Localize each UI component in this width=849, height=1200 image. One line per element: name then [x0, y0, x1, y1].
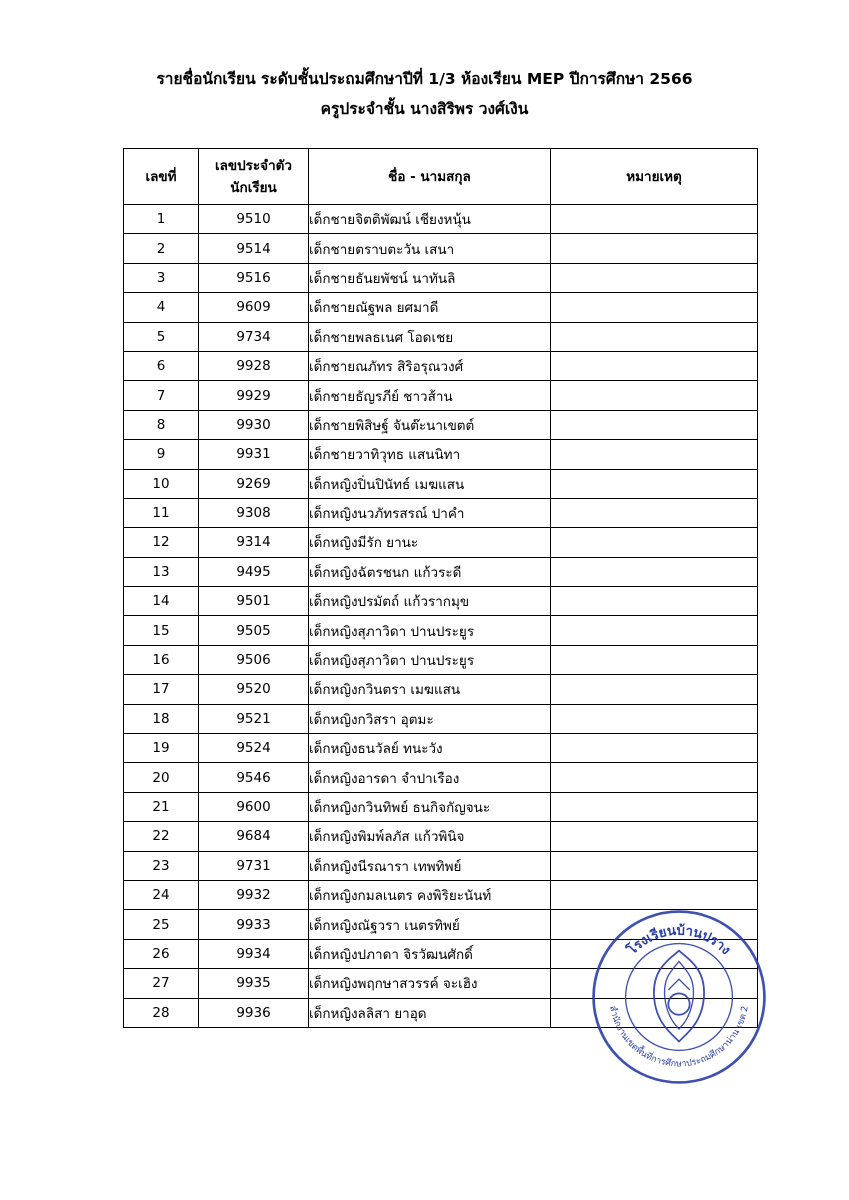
student-name: เด็กหญิงพิมพ์ลภัส แก้วพินิจ	[309, 822, 551, 851]
table-row	[124, 440, 758, 469]
row-number: 4	[124, 293, 199, 322]
student-name: เด็กหญิงณัฐวรา เนตรทิพย์	[309, 910, 551, 939]
row-number: 20	[124, 763, 199, 792]
student-name: เด็กหญิงนีรณารา เทพทิพย์	[309, 851, 551, 880]
table-row	[124, 587, 758, 616]
student-name: เด็กชายจิตติพัฒน์ เชียงหนุ้น	[309, 205, 551, 234]
row-number: 14	[124, 587, 199, 616]
student-name: เด็กชายณภัทร สิริอรุณวงศ์	[309, 351, 551, 380]
row-number: 1	[124, 205, 199, 234]
student-id: 9506	[199, 645, 309, 674]
remark-cell	[551, 293, 758, 322]
row-number: 22	[124, 822, 199, 851]
student-id: 9930	[199, 410, 309, 439]
student-table	[123, 148, 758, 1028]
student-name: เด็กหญิงกมลเนตร คงพิริยะนันท์	[309, 880, 551, 909]
table-row	[124, 351, 758, 380]
col-header-name: ชื่อ - นามสกุล	[309, 149, 551, 205]
row-number: 12	[124, 528, 199, 557]
student-name: เด็กหญิงปิ่นปินัทธ์ เมฆแสน	[309, 469, 551, 498]
col-header-student-id	[199, 149, 309, 205]
remark-cell	[551, 205, 758, 234]
row-number: 3	[124, 263, 199, 292]
row-number: 19	[124, 734, 199, 763]
student-name: เด็กชายพิสิษฐ์ จันต๊ะนาเขตต์	[309, 410, 551, 439]
stamp-bottom-text: สำนักงานเขตพื้นที่การศึกษาประถมศึกษาน่าน เขต 2	[607, 1005, 751, 1070]
table-row	[124, 322, 758, 351]
student-name: เด็กหญิงสุภาวิตา ปานประยูร	[309, 645, 551, 674]
remark-cell	[551, 763, 758, 792]
remark-cell	[551, 675, 758, 704]
student-id: 9524	[199, 734, 309, 763]
stamp-top-text: โรงเรียนบ้านปราง	[624, 923, 734, 959]
table-row	[124, 234, 758, 263]
remark-cell	[551, 822, 758, 851]
table-row	[124, 822, 758, 851]
remark-cell	[551, 557, 758, 586]
student-name: เด็กหญิงสุภาวิดา ปานประยูร	[309, 616, 551, 645]
table-body	[124, 205, 758, 1028]
table-header-row	[124, 149, 758, 205]
student-id: 9731	[199, 851, 309, 880]
student-name: เด็กหญิงพฤกษาสวรรค์ จะเฮิง	[309, 969, 551, 998]
table-row	[124, 381, 758, 410]
student-name: เด็กหญิงปภาดา จิรวัฒนศักดิ์	[309, 939, 551, 968]
student-name: เด็กหญิงฉัตรชนก แก้วระดี	[309, 557, 551, 586]
student-id: 9931	[199, 440, 309, 469]
student-id: 9932	[199, 880, 309, 909]
student-id: 9546	[199, 763, 309, 792]
row-number: 21	[124, 792, 199, 821]
table-row	[124, 616, 758, 645]
student-id: 9934	[199, 939, 309, 968]
student-name: เด็กหญิงมีรัก ยานะ	[309, 528, 551, 557]
svg-text:โรงเรียนบ้านปราง	[623, 923, 733, 959]
student-name: เด็กชายธันยพัชน์ นาทันลิ	[309, 263, 551, 292]
student-id: 9929	[199, 381, 309, 410]
student-id: 9734	[199, 322, 309, 351]
table-row	[124, 263, 758, 292]
remark-cell	[551, 616, 758, 645]
row-number: 10	[124, 469, 199, 498]
row-number: 9	[124, 440, 199, 469]
remark-cell	[551, 469, 758, 498]
row-number: 11	[124, 498, 199, 527]
table-row	[124, 704, 758, 733]
student-id: 9269	[199, 469, 309, 498]
student-name: เด็กหญิงธนวัลย์ ทนะวัง	[309, 734, 551, 763]
student-id: 9505	[199, 616, 309, 645]
table-row	[124, 675, 758, 704]
student-id: 9684	[199, 822, 309, 851]
student-name: เด็กชายพลธเนศ โอดเชย	[309, 322, 551, 351]
student-id: 9520	[199, 675, 309, 704]
remark-cell	[551, 880, 758, 909]
row-number: 5	[124, 322, 199, 351]
table-row	[124, 498, 758, 527]
student-id: 9936	[199, 998, 309, 1027]
row-number: 16	[124, 645, 199, 674]
row-number: 27	[124, 969, 199, 998]
student-id: 9935	[199, 969, 309, 998]
row-number: 23	[124, 851, 199, 880]
table-row	[124, 557, 758, 586]
remark-cell	[551, 440, 758, 469]
student-id: 9928	[199, 351, 309, 380]
remark-cell	[551, 851, 758, 880]
remark-cell	[551, 322, 758, 351]
remark-cell	[551, 645, 758, 674]
student-id: 9514	[199, 234, 309, 263]
table-row	[124, 205, 758, 234]
table-row	[124, 763, 758, 792]
row-number: 28	[124, 998, 199, 1027]
student-id: 9933	[199, 910, 309, 939]
student-name: เด็กชายตราบตะวัน เสนา	[309, 234, 551, 263]
student-name: เด็กหญิงกวินทิพย์ ธนกิจกัญจนะ	[309, 792, 551, 821]
student-name: เด็กหญิงปรมัตถ์ แก้วรากมุข	[309, 587, 551, 616]
student-id: 9510	[199, 205, 309, 234]
student-name: เด็กหญิงอารดา จำปาเรือง	[309, 763, 551, 792]
table-row	[124, 528, 758, 557]
student-id: 9314	[199, 528, 309, 557]
remark-cell	[551, 263, 758, 292]
remark-cell	[551, 498, 758, 527]
student-id: 9600	[199, 792, 309, 821]
table-row	[124, 734, 758, 763]
row-number: 24	[124, 880, 199, 909]
row-number: 6	[124, 351, 199, 380]
row-number: 18	[124, 704, 199, 733]
table-row	[124, 792, 758, 821]
row-number: 7	[124, 381, 199, 410]
table-row	[124, 880, 758, 909]
student-id: 9609	[199, 293, 309, 322]
col-header-number: เลขที่	[124, 149, 199, 205]
row-number: 15	[124, 616, 199, 645]
row-number: 2	[124, 234, 199, 263]
remark-cell	[551, 587, 758, 616]
remark-cell	[551, 351, 758, 380]
student-id: 9521	[199, 704, 309, 733]
row-number: 8	[124, 410, 199, 439]
table-row	[124, 469, 758, 498]
remark-cell	[551, 528, 758, 557]
col-header-remarks: หมายเหตุ	[551, 149, 758, 205]
row-number: 26	[124, 939, 199, 968]
table-row	[124, 293, 758, 322]
student-name: เด็กชายธัญรภีย์ ชาวส้าน	[309, 381, 551, 410]
student-name: เด็กหญิงกวิสรา อุตมะ	[309, 704, 551, 733]
row-number: 17	[124, 675, 199, 704]
student-name: เด็กหญิงนวภัทรสรณ์ ปาคำ	[309, 498, 551, 527]
student-id: 9308	[199, 498, 309, 527]
row-number: 13	[124, 557, 199, 586]
table-row	[124, 410, 758, 439]
remark-cell	[551, 734, 758, 763]
table-row	[124, 645, 758, 674]
remark-cell	[551, 792, 758, 821]
remark-cell	[551, 234, 758, 263]
student-id: 9495	[199, 557, 309, 586]
teacher-line: ครูประจำชั้น นางสิริพร วงศ์เงิน	[320, 100, 529, 118]
remark-cell	[551, 704, 758, 733]
school-seal-stamp	[590, 908, 768, 1086]
student-id: 9501	[199, 587, 309, 616]
student-name: เด็กหญิงลลิสา ยาอุด	[309, 998, 551, 1027]
student-name: เด็กชายณัฐพล ยศมาดี	[309, 293, 551, 322]
row-number: 25	[124, 910, 199, 939]
document-title: รายชื่อนักเรียน ระดับชั้นประถมศึกษาปีที่ 1/3 ห้องเรียน MEP ปีการศึกษา 2566	[156, 70, 693, 88]
student-name: เด็กหญิงกวินตรา เมฆแสน	[309, 675, 551, 704]
student-name: เด็กชายวาทิวุทธ แสนนิทา	[309, 440, 551, 469]
table-row	[124, 851, 758, 880]
remark-cell	[551, 410, 758, 439]
col-header-student-id-text: เลขประจำตัว นักเรียน	[214, 157, 293, 196]
student-id: 9516	[199, 263, 309, 292]
remark-cell	[551, 381, 758, 410]
